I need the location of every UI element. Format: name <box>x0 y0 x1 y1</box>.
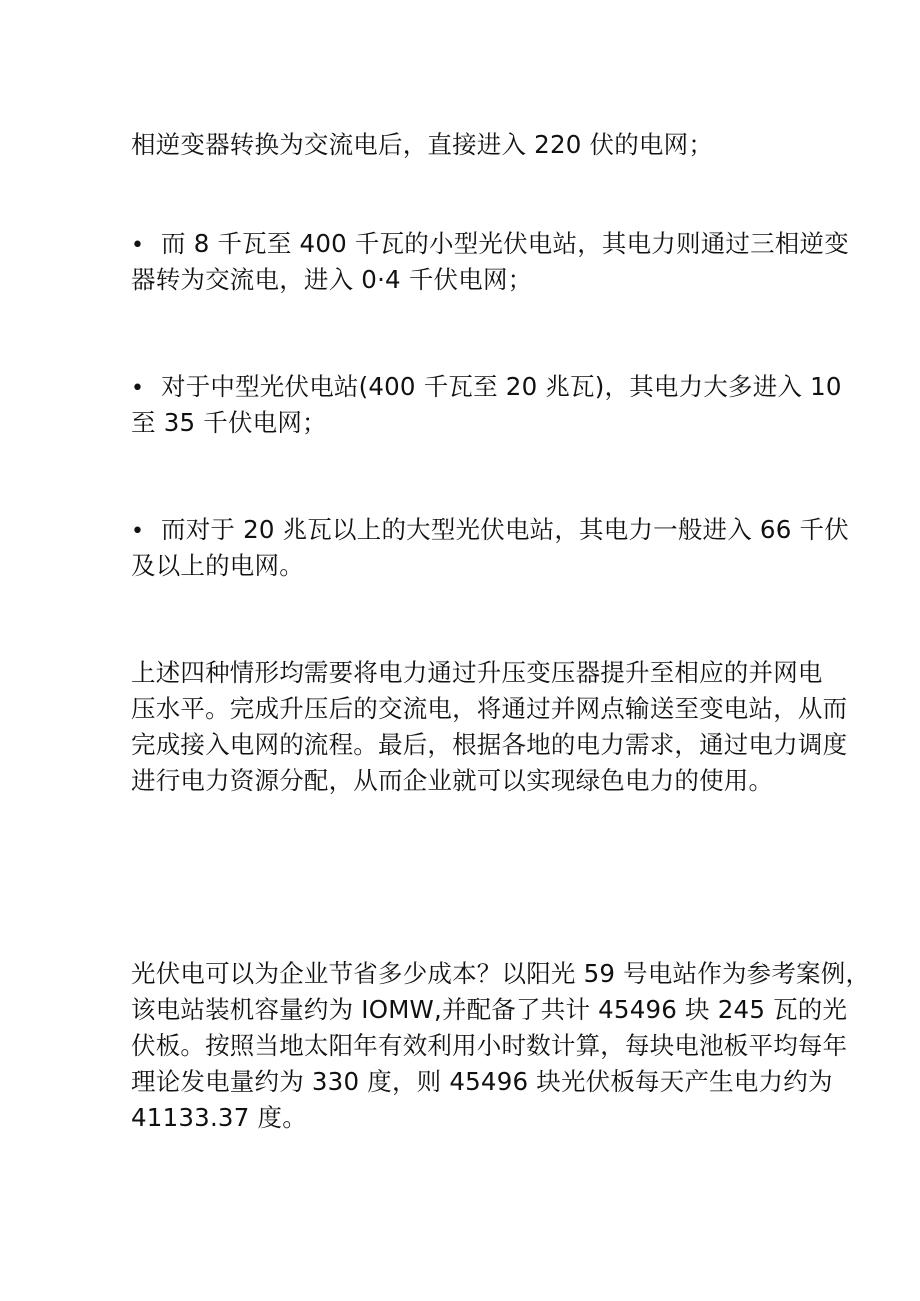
paragraph-line: 理论发电量约为 330 度，则 45496 块光伏板每天产生电力约为 <box>131 1067 833 1096</box>
bullet-icon: • <box>131 233 145 258</box>
bullet-item-small-station <box>131 226 849 298</box>
bullet-icon: • <box>131 376 145 401</box>
paragraph-line: 伏板。按照当地太阳年有效利用小时数计算，每块电池板平均每年 <box>131 1031 848 1060</box>
paragraph-line: 上述四种情形均需要将电力通过升压变压器提升至相应的并网电 <box>131 658 823 687</box>
paragraph-line: 该电站装机容量约为 IOMW,并配备了共计 45496 块 245 瓦的光 <box>131 995 848 1024</box>
bullet-text-line: 对于中型光伏电站(400 千瓦至 20 兆瓦)，其电力大多进入 10 <box>161 372 842 401</box>
bullet-text-line: 及以上的电网。 <box>131 551 304 580</box>
bullet-text-line: 至 35 千伏电网； <box>131 408 327 437</box>
bullet-item-medium-station <box>131 369 842 441</box>
paragraph-line: 压水平。完成升压后的交流电，将通过并网点输送至变电站，从而 <box>131 694 848 723</box>
paragraph-line: 41133.37 度。 <box>131 1103 307 1132</box>
paragraph-line: 光伏电可以为企业节省多少成本？以阳光 59 号电站作为参考案例， <box>131 959 871 988</box>
bullet-text-line: 而 8 千瓦至 400 千瓦的小型光伏电站，其电力则通过三相逆变 <box>161 229 849 258</box>
bullet-icon: • <box>131 519 145 544</box>
intro-line: 相逆变器转换为交流电后，直接进入 220 伏的电网； <box>131 130 714 159</box>
bullet-item-large-station <box>131 512 849 584</box>
paragraph-line: 完成接入电网的流程。最后，根据各地的电力需求，通过电力调度 <box>131 730 848 759</box>
grid-connection-paragraph <box>131 655 848 799</box>
paragraph-line: 进行电力资源分配，从而企业就可以实现绿色电力的使用。 <box>131 766 774 795</box>
bullet-text-line: 器转为交流电，进入 0·4 千伏电网； <box>131 265 533 294</box>
bullet-text-line: 而对于 20 兆瓦以上的大型光伏电站，其电力一般进入 66 千伏 <box>161 515 849 544</box>
cost-savings-paragraph <box>131 956 871 1136</box>
intro-paragraph <box>131 127 801 163</box>
